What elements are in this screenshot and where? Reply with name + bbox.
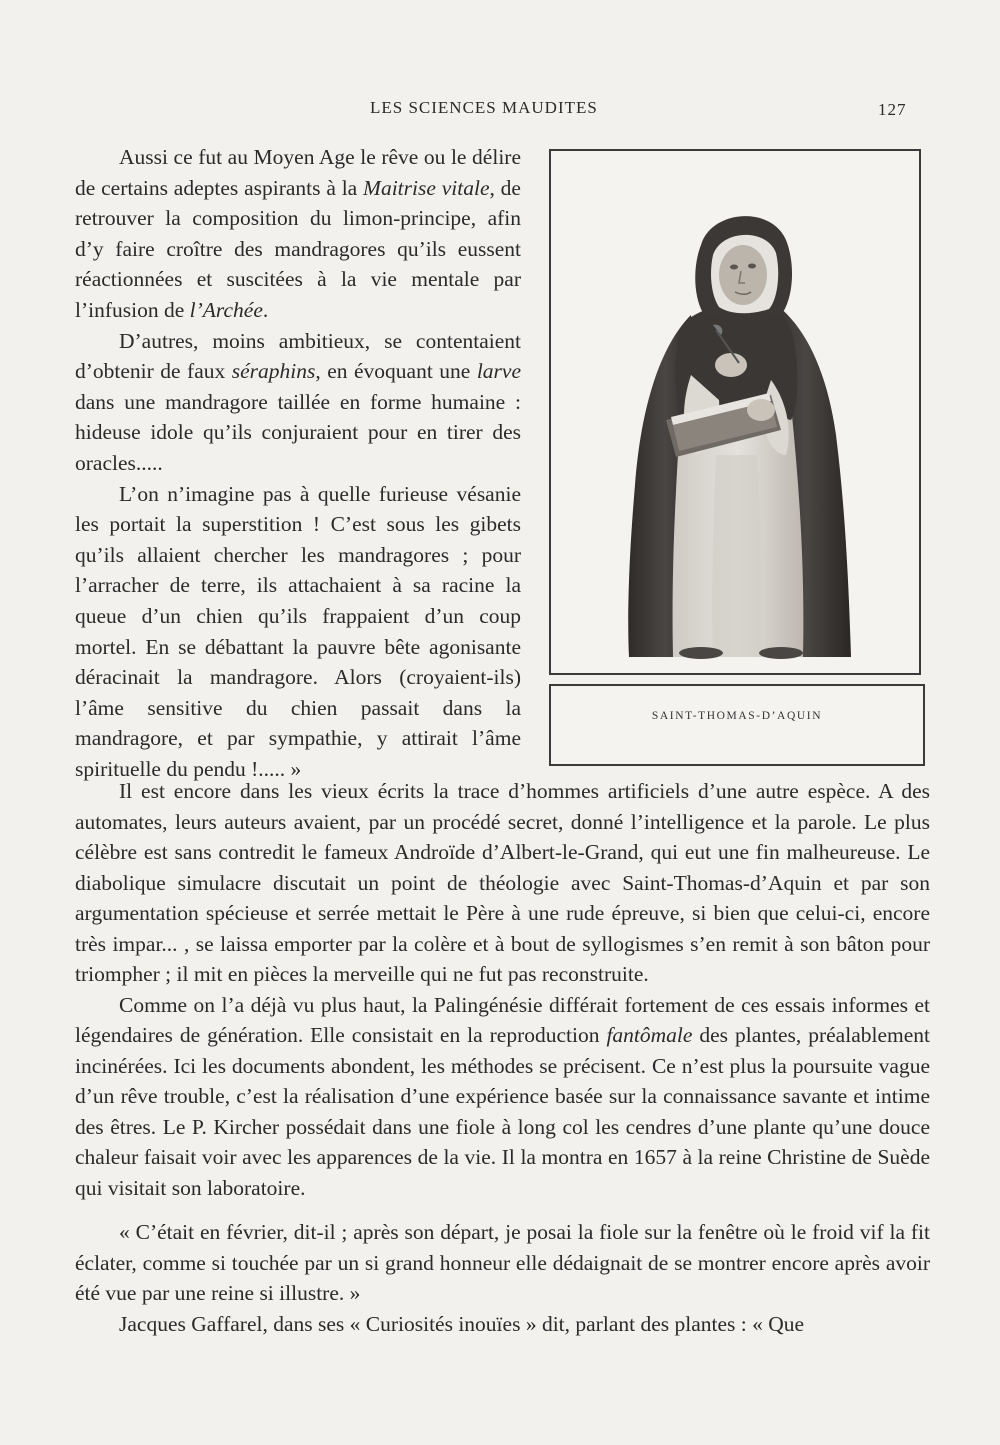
text-run: « C’était en février, dit-il ; après son départ, je posai la fiole sur la fenêtre où le froid vif la fit éclater, comme si touchée par un si grand honneur elle dédaignait de se montrer encore après avoir été vue par une reine si illustre. » bbox=[75, 1220, 930, 1305]
saint-thomas-portrait-image bbox=[621, 205, 853, 659]
italic-term: l’Archée bbox=[189, 297, 263, 322]
text-run: , de retrouver la composition du limon-principe, afin d’y faire croître des mandragores qu’ils eussent réactionnées et suscitées à la vie mentale par l’infusion de bbox=[75, 175, 521, 322]
text-run: . bbox=[262, 297, 269, 322]
body-paragraph bbox=[75, 1309, 930, 1340]
italic-term: larve bbox=[476, 359, 521, 384]
text-run: Il est encore dans les vieux écrits la trace d’hommes artificiels d’une autre espèce. A des automates, leurs auteurs avaient, par un procédé secret, donné l’intelligence et la parole. Le plus célèbre est sans contredit le fameux Androïde d’Albert-le-Grand, qui eut une fin malheureuse. Le diabolique simulacre discutait un point de théologie avec Saint-Thomas-d’Aquin et par son argumentation spécieuse et serrée mettait le Père à une rude épreuve, si bien que celui-ci, encore très impar... , se laissa emporter par la colère et à bout de syllogismes s’en remit à son bâton pour triompher ; il mit en pièces la merveille qui ne fut pas reconstruite. bbox=[75, 779, 930, 986]
text-run: L’on n’imagine pas à quelle furieuse vésanie les portait la superstition ! C’est sous les gibets qu’ils allaient chercher les mandragores ; pour l’arracher de terre, ils attachaient à sa racine la queue d’un chien qu’ils frappaient d’un coup mortel. En se débattant la pauvre bête agonisante déracinait la mandragore. Alors (croyaient-ils) l’âme sensitive du chien passait dans la mandragore, et par sympathie, y attirait l’âme spirituelle du pendu !..... » bbox=[75, 481, 521, 781]
text-run: dans une mandragore taillée en forme humaine : hideuse idole qu’ils conjuraient pour en tirer des oracles..... bbox=[75, 389, 521, 475]
figure-caption: SAINT-THOMAS-D’AQUIN bbox=[651, 710, 823, 722]
body-paragraph bbox=[75, 776, 930, 990]
page-number: 127 bbox=[878, 100, 907, 119]
italic-term: séraphins bbox=[231, 359, 316, 384]
running-title: LES SCIENCES MAUDITES bbox=[370, 98, 598, 117]
text-run: des plantes, préalablement incinérées. Ici les documents abondent, les méthodes se précisent. Ce n’est plus la poursuite vague d’un rêve trouble, c’est la réalisation d’une expérience basée sur la connaissance savante et intime des êtres. Le P. Kircher possédait dans une fiole à long col les cendres d’une plante qu’une douce chaleur faisait voir avec les apparences de la vie. Il la montra en 1657 à la reine Christine de Suède qui visitait son laboratoire. bbox=[75, 1023, 931, 1200]
body-paragraph bbox=[75, 1217, 930, 1309]
text-run: Aussi ce fut au Moyen Age le rêve ou le délire de certains adeptes aspirants à la bbox=[75, 145, 521, 200]
text-run: Jacques Gaffarel, dans ses « Curiosités inouïes » dit, parlant des plantes : « Que bbox=[119, 1311, 805, 1336]
text-run: D’autres, moins ambitieux, se contentaient d’obtenir de faux bbox=[75, 328, 521, 384]
text-run: , en évoquant une bbox=[315, 359, 477, 384]
column-paragraph bbox=[75, 479, 521, 785]
running-head bbox=[0, 98, 1000, 124]
text-run: Comme on l’a déjà vu plus haut, la Palingénésie différait fortement de ces essais informes et légendaires de génération. Elle consistait en la reproduction bbox=[75, 992, 930, 1047]
column-text-block bbox=[75, 142, 521, 784]
full-width-text-block bbox=[75, 776, 930, 1339]
column-paragraph bbox=[75, 326, 521, 479]
column-paragraph bbox=[75, 142, 521, 326]
body-paragraph bbox=[75, 990, 930, 1204]
italic-term: Maitrise vitale bbox=[363, 175, 490, 200]
illustration-frame bbox=[549, 149, 921, 675]
italic-term: fantômale bbox=[606, 1023, 693, 1047]
caption-frame bbox=[549, 684, 925, 766]
